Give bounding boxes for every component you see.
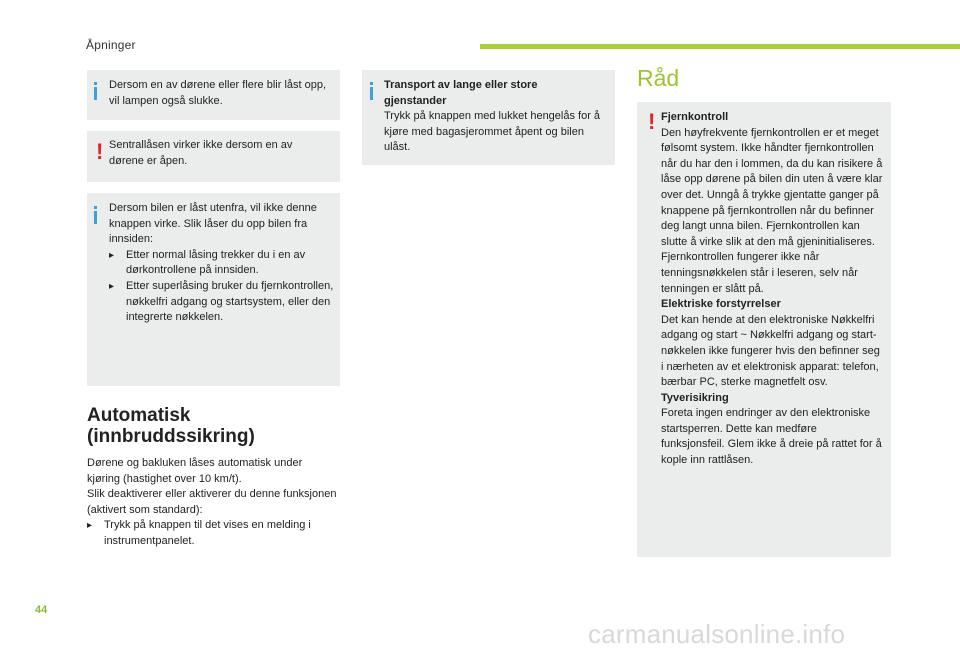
list-item <box>109 279 337 326</box>
watermark: carmanualsonline.info <box>588 619 846 649</box>
theft-title: Tyverisikring <box>661 391 729 404</box>
section-heading-automatic <box>87 405 255 447</box>
interference-body: Det kan hende at den elektroniske Nøkkelfri adgang og start ~ Nøkkelfri adgang og start-nøkkelen ikke fungerer hvis den befinner seg i nærheten av et elektronisk apparat: telefon, bærbar PC, sterke magnetfelt osv. <box>661 313 880 389</box>
advice-content <box>661 110 883 469</box>
automatic-bullet: Trykk på knappen til det vises en melding i instrumentpanelet. <box>104 519 311 547</box>
warning-box-central-lock <box>87 131 340 182</box>
info-box-transport <box>362 70 615 165</box>
note-locked-intro: Dersom bilen er låst utenfra, vil ikke denne knappen virke. Slik låser du opp bilen fra innsiden: <box>109 202 317 246</box>
section-title: Åpninger <box>86 38 136 52</box>
automatic-paragraph-1: Dørene og bakluken låses automatisk under kjøring (hastighet over 10 km/t). <box>87 457 303 485</box>
remote-body: Den høyfrekvente fjernkontrollen er et meget følsomt system. Ikke håndter fjernkontrollen når du har den i lommen, da du kan risikere å låse opp dørene på bilen din uten å være klar over det. Unngå å trykke gjentatte ganger på knappene på fjernkontrollen når du befinner deg langt unna bilen. Fjernkontrollen kan slutte å virke slik at den må gjeninitialiseres. Fjernkontrollen fungerer ikke når tenningsnøkkelen står i leseren, selv når tenningen er slått på. <box>661 126 883 295</box>
note-locked-bullet-1: Etter normal låsing trekker du i en av dørkontrollene på innsiden. <box>126 248 306 277</box>
warning-icon: ! <box>648 109 656 134</box>
header-accent-bar <box>480 44 960 49</box>
warning-icon: ! <box>96 139 104 164</box>
advice-title: Råd <box>637 65 680 91</box>
bullet-icon: ▸ <box>109 280 115 292</box>
info-icon <box>370 82 373 100</box>
list-item <box>109 248 337 279</box>
transport-content <box>384 78 612 156</box>
list-item <box>87 518 337 549</box>
automatic-body <box>87 456 337 550</box>
warning-box-advice <box>637 102 891 557</box>
note-locked-bullet-2: Etter superlåsing bruker du fjernkontrollen, nøkkelfri adgang og startsystem, eller den integrerte nøkkelen. <box>126 279 334 324</box>
heading-line-1: Automatisk <box>87 405 191 426</box>
note-lamp-text: Dersom en av dørene eller flere blir låst opp, vil lampen også slukke. <box>109 79 327 107</box>
automatic-paragraph-2: Slik deaktiverer eller aktiverer du denne funksjonen (aktivert som standard): <box>87 488 337 516</box>
remote-title: Fjernkontroll <box>661 111 729 123</box>
bullet-icon: ▸ <box>87 520 93 532</box>
info-icon <box>94 82 97 100</box>
note-locked-content <box>109 201 337 326</box>
info-icon <box>94 206 97 224</box>
warning-central-text: Sentrallåsen virker ikke dersom en av dørene er åpen. <box>109 139 293 167</box>
interference-title: Elektriske forstyrrelser <box>661 298 781 311</box>
info-box-locked-outside <box>87 193 340 386</box>
heading-line-2: (innbruddssikring) <box>87 426 255 447</box>
transport-body: Trykk på knappen med lukket hengelås for å kjøre med bagasjerommet åpent og bilen ulåst. <box>384 110 601 154</box>
info-box-lamp <box>87 70 340 120</box>
bullet-icon: ▸ <box>109 249 115 261</box>
theft-body: Foreta ingen endringer av den elektroniske startsperren. Dette kan medføre funksjonsfeil. Glem ikke å dreie på rattet for å kople inn rattlåsen. <box>661 407 882 467</box>
transport-title: Transport av lange eller store gjenstander <box>384 79 538 107</box>
page-number: 44 <box>35 604 48 616</box>
